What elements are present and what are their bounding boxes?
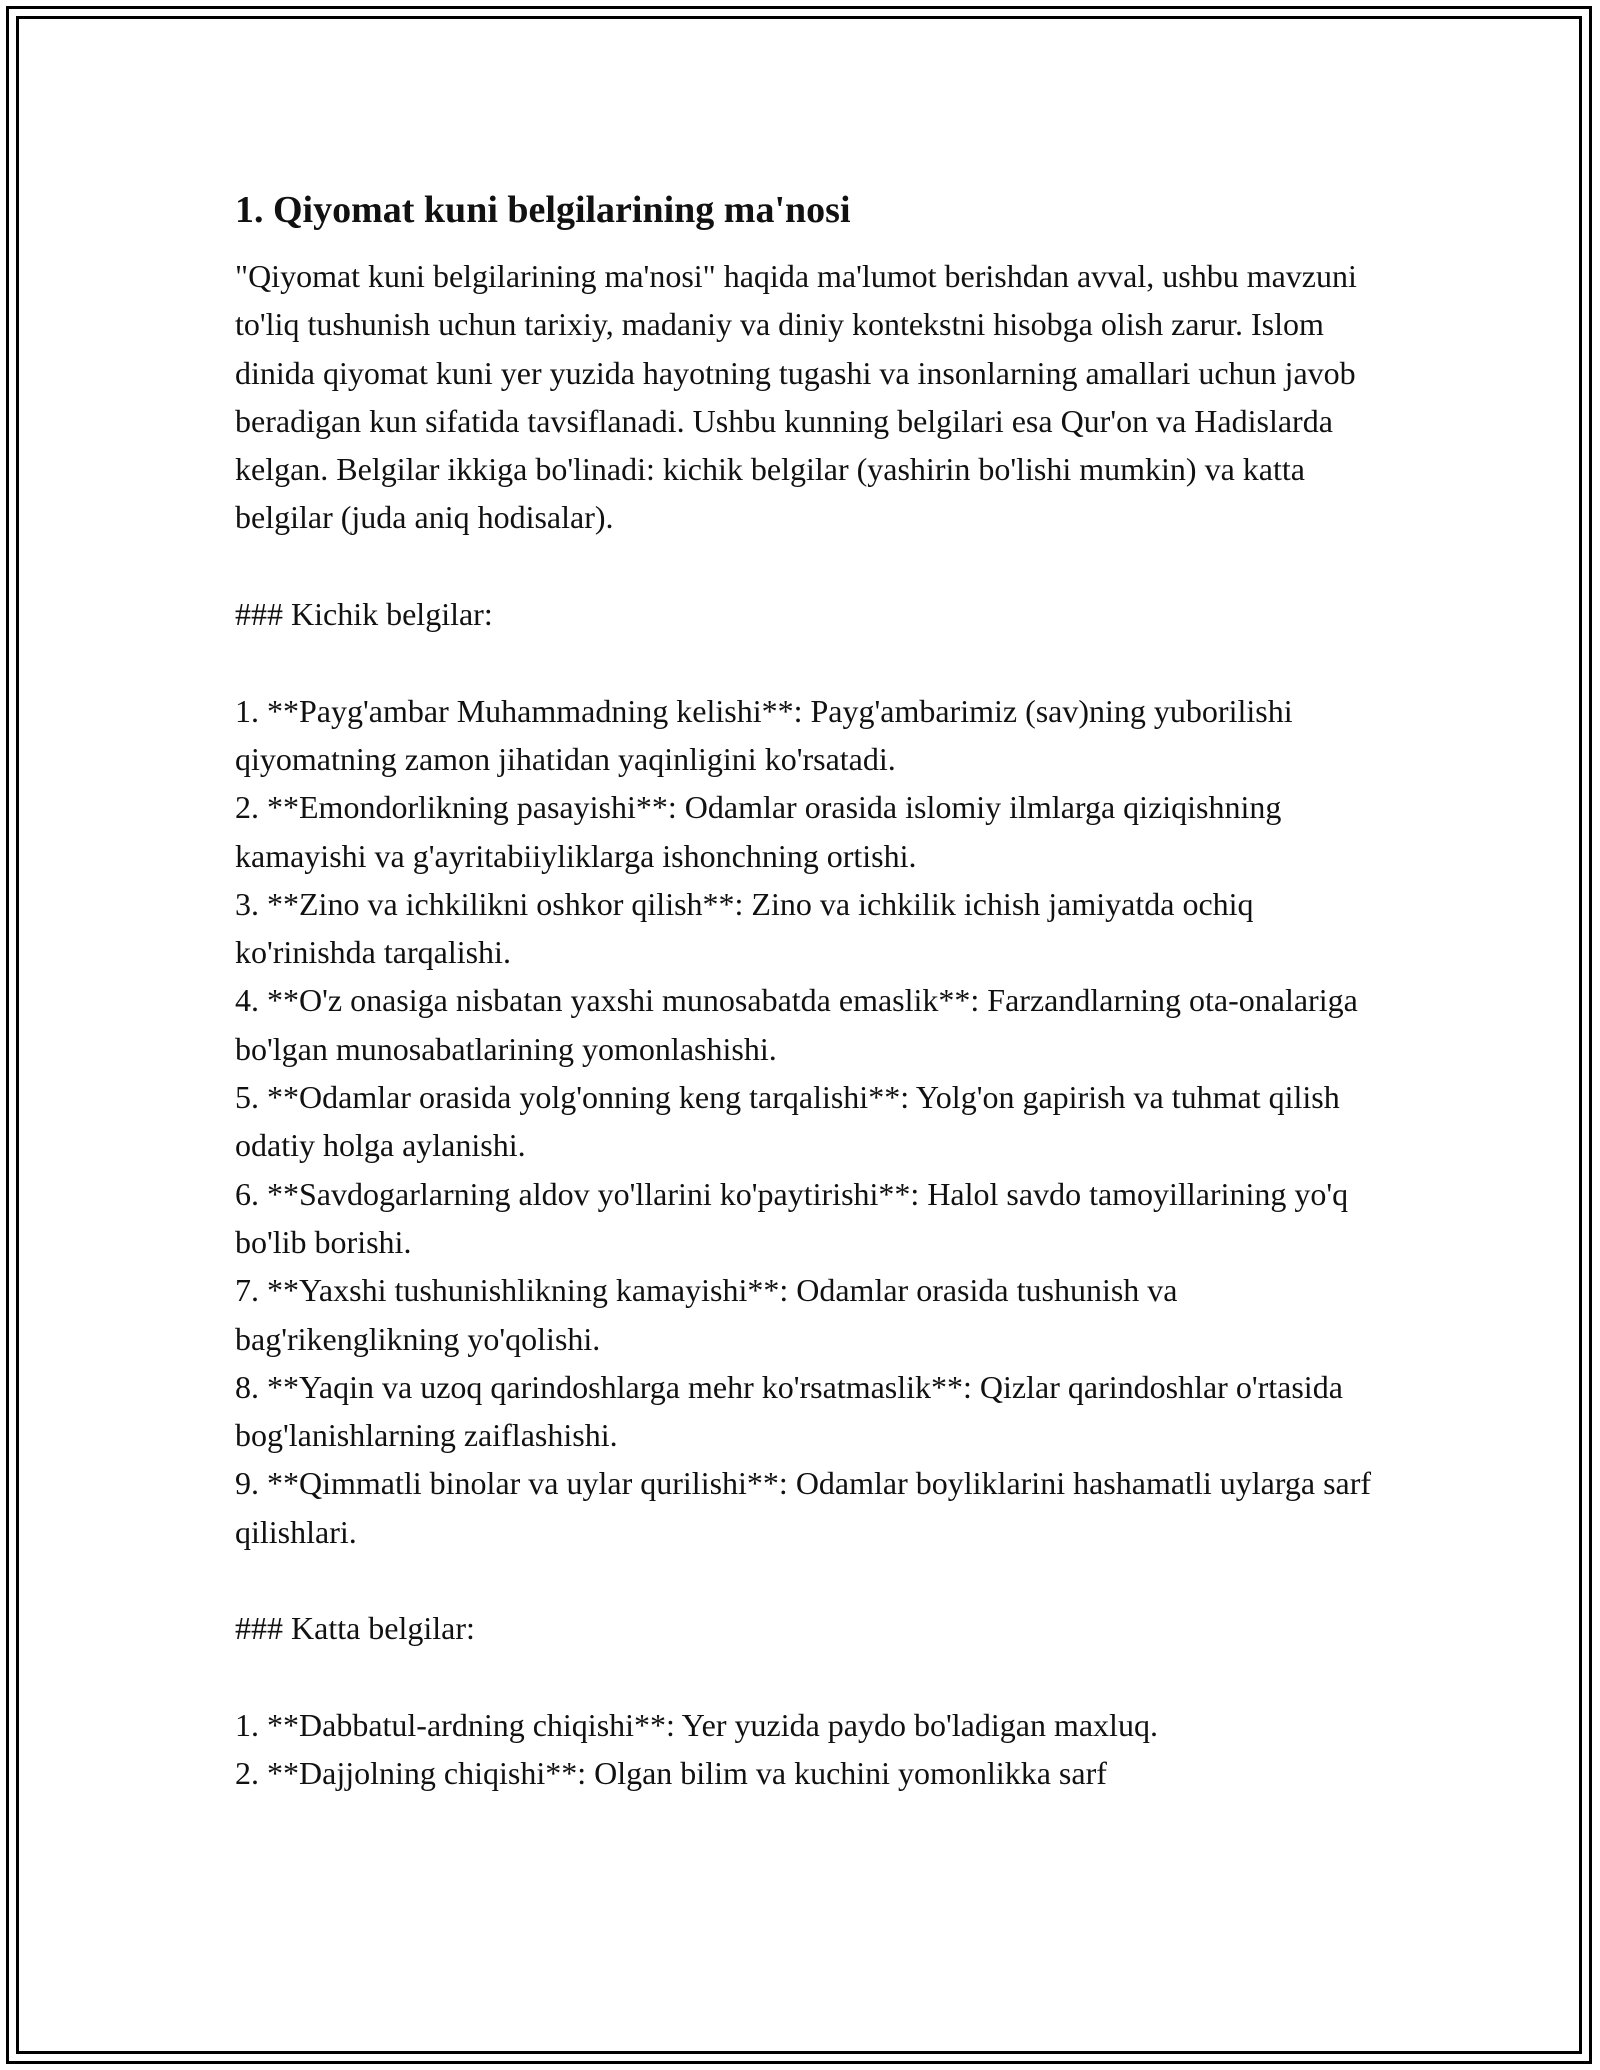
spacer xyxy=(235,1653,1375,1701)
list-item: 4. **O'z onasiga nisbatan yaxshi munosabatda emaslik**: Farzandlarning ota-onalariga bo'lgan munosabatlarining yomonlashishi. xyxy=(235,982,1358,1067)
document-body xyxy=(235,186,1375,1798)
spacer xyxy=(235,1556,1375,1604)
list-item: 8. **Yaqin va uzoq qarindoshlarga mehr ko'rsatmaslik**: Qizlar qarindoshlar o'rtasida bog'lanishlarning zaiflashishi. xyxy=(235,1368,1343,1454)
list-item: 2. **Dajjolning chiqishi**: Olgan bilim va kuchini yomonlikka sarf xyxy=(235,1755,1107,1792)
major-signs-heading: ### Katta belgilar: xyxy=(235,1610,475,1647)
spacer xyxy=(235,638,1375,686)
list-item: 3. **Zino va ichkilikni oshkor qilish**: Zino va ichkilik ichish jamiyatda ochiq ko'rinishda tarqalishi. xyxy=(235,885,1254,971)
list-item: 1. **Payg'ambar Muhammadning kelishi**: Payg'ambarimiz (sav)ning yuborilishi qiyomatning zamon jihatidan yaqinligini ko'rsatadi. xyxy=(235,692,1293,777)
list-item: 1. **Dabbatul-ardning chiqishi**: Yer yuzida paydo bo'ladigan maxluq. xyxy=(235,1706,1158,1743)
list-item: 9. **Qimmatli binolar va uylar qurilishi**: Odamlar boyliklarini hashamatli uylarga sarf qilishlari. xyxy=(235,1465,1372,1550)
list-item: 5. **Odamlar orasida yolg'onning keng tarqalishi**: Yolg'on gapirish va tuhmat qilish odatiy holga aylanishi. xyxy=(235,1079,1340,1164)
list-item: 2. **Emondorlikning pasayishi**: Odamlar orasida islomiy ilmlarga qiziqishning kamayishi va g'ayritabiiyliklarga ishonchning ortishi. xyxy=(235,789,1282,874)
section-title: 1. Qiyomat kuni belgilarining ma'nosi xyxy=(235,189,851,231)
spacer xyxy=(235,542,1375,590)
minor-signs-heading: ### Kichik belgilar: xyxy=(235,596,493,633)
list-item: 6. **Savdogarlarning aldov yo'llarini ko'paytirishi**: Halol savdo tamoyillarining yo'q bo'lib borishi. xyxy=(235,1175,1349,1260)
intro-paragraph: "Qiyomat kuni belgilarining ma'nosi" haqida ma'lumot berishdan avval, ushbu mavzuni to'liq tushunish uchun tarixiy, madaniy va diniy kontekstni hisobga olish zarur. Islom dinida qiyomat kuni yer yuzida hayotning tugashi va insonlarning amallari uchun javob beradigan kun sifatida tavsiflanadi. Ushbu kunning belgilari esa Qur'on va Hadislarda kelgan. Belgilar ikkiga bo'linadi: kichik belgilar (yashirin bo'lishi mumkin) va katta belgilar (juda aniq hodisalar). xyxy=(235,258,1357,536)
minor-signs-list xyxy=(235,687,1375,1556)
list-item: 7. **Yaxshi tushunishlikning kamayishi**: Odamlar orasida tushunish va bag'rikenglikning yo'qolishi. xyxy=(235,1272,1178,1357)
major-signs-list xyxy=(235,1701,1375,1798)
